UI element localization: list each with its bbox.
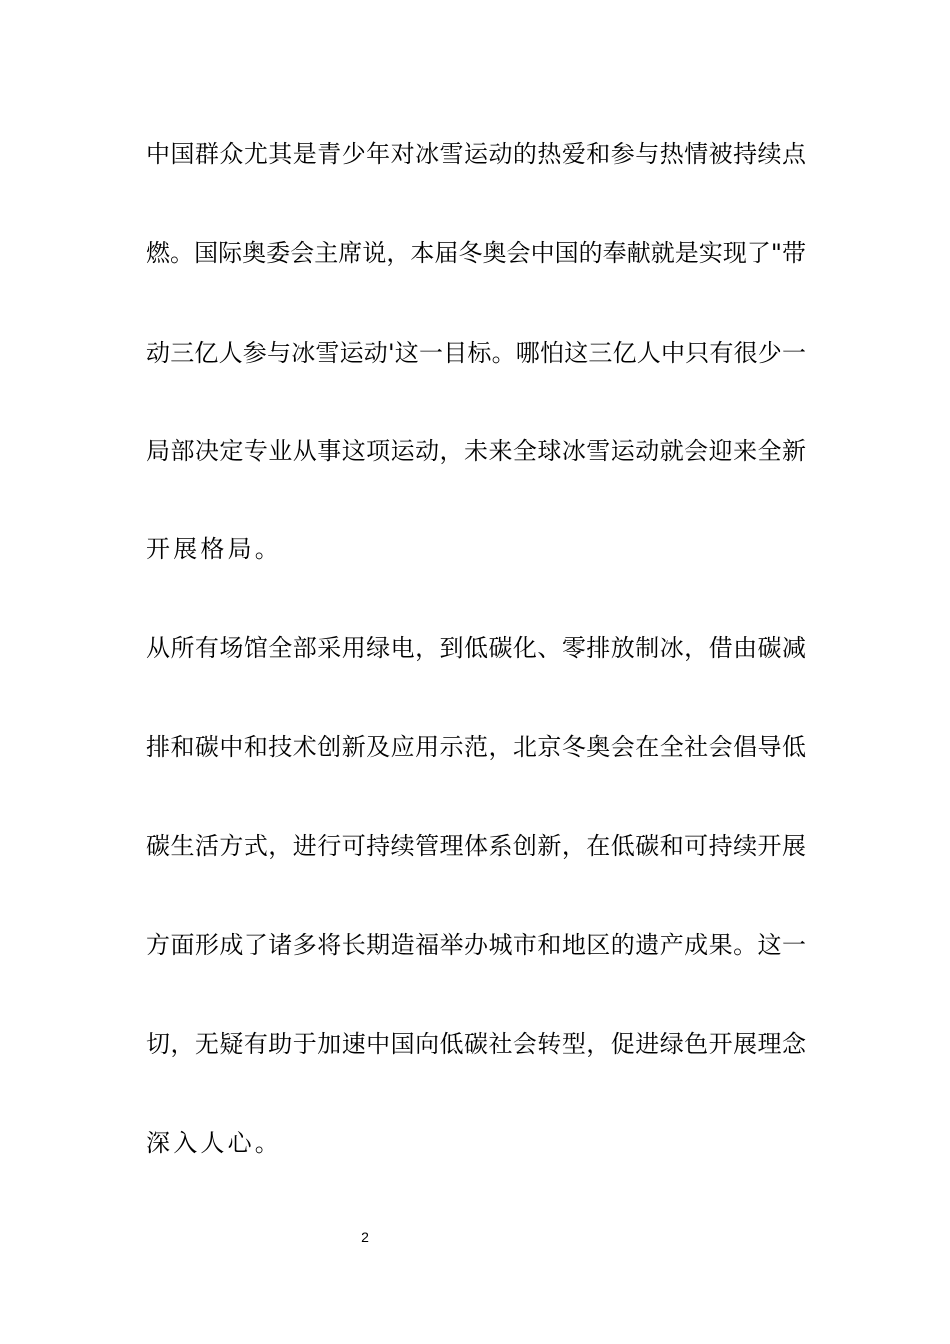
text-line: 切，无疑有助于加速中国向低碳社会转型，促进绿色开展理念 bbox=[146, 1030, 806, 1058]
text-line: 碳生活方式，进行可持续管理体系创新，在低碳和可持续开展 bbox=[146, 832, 806, 860]
page-number: 2 bbox=[361, 1229, 369, 1245]
text-line: 燃。国际奥委会主席说，本届冬奥会中国的奉献就是实现了"带 bbox=[146, 239, 806, 267]
text-line: 局部决定专业从事这项运动，未来全球冰雪运动就会迎来全新 bbox=[146, 437, 806, 465]
text-line: 开展格局。 bbox=[146, 535, 282, 563]
text-line: 从所有场馆全部采用绿电，到低碳化、零排放制冰，借由碳减 bbox=[146, 634, 806, 662]
text-line: 深入人心。 bbox=[146, 1129, 282, 1157]
text-line: 中国群众尤其是青少年对冰雪运动的热爱和参与热情被持续点 bbox=[146, 140, 806, 168]
text-line: 动三亿人参与冰雪运动'这一目标。哪怕这三亿人中只有很少一 bbox=[146, 339, 806, 367]
text-line: 方面形成了诸多将长期造福举办城市和地区的遗产成果。这一 bbox=[146, 931, 806, 959]
text-line: 排和碳中和技术创新及应用示范，北京冬奥会在全社会倡导低 bbox=[146, 733, 806, 761]
